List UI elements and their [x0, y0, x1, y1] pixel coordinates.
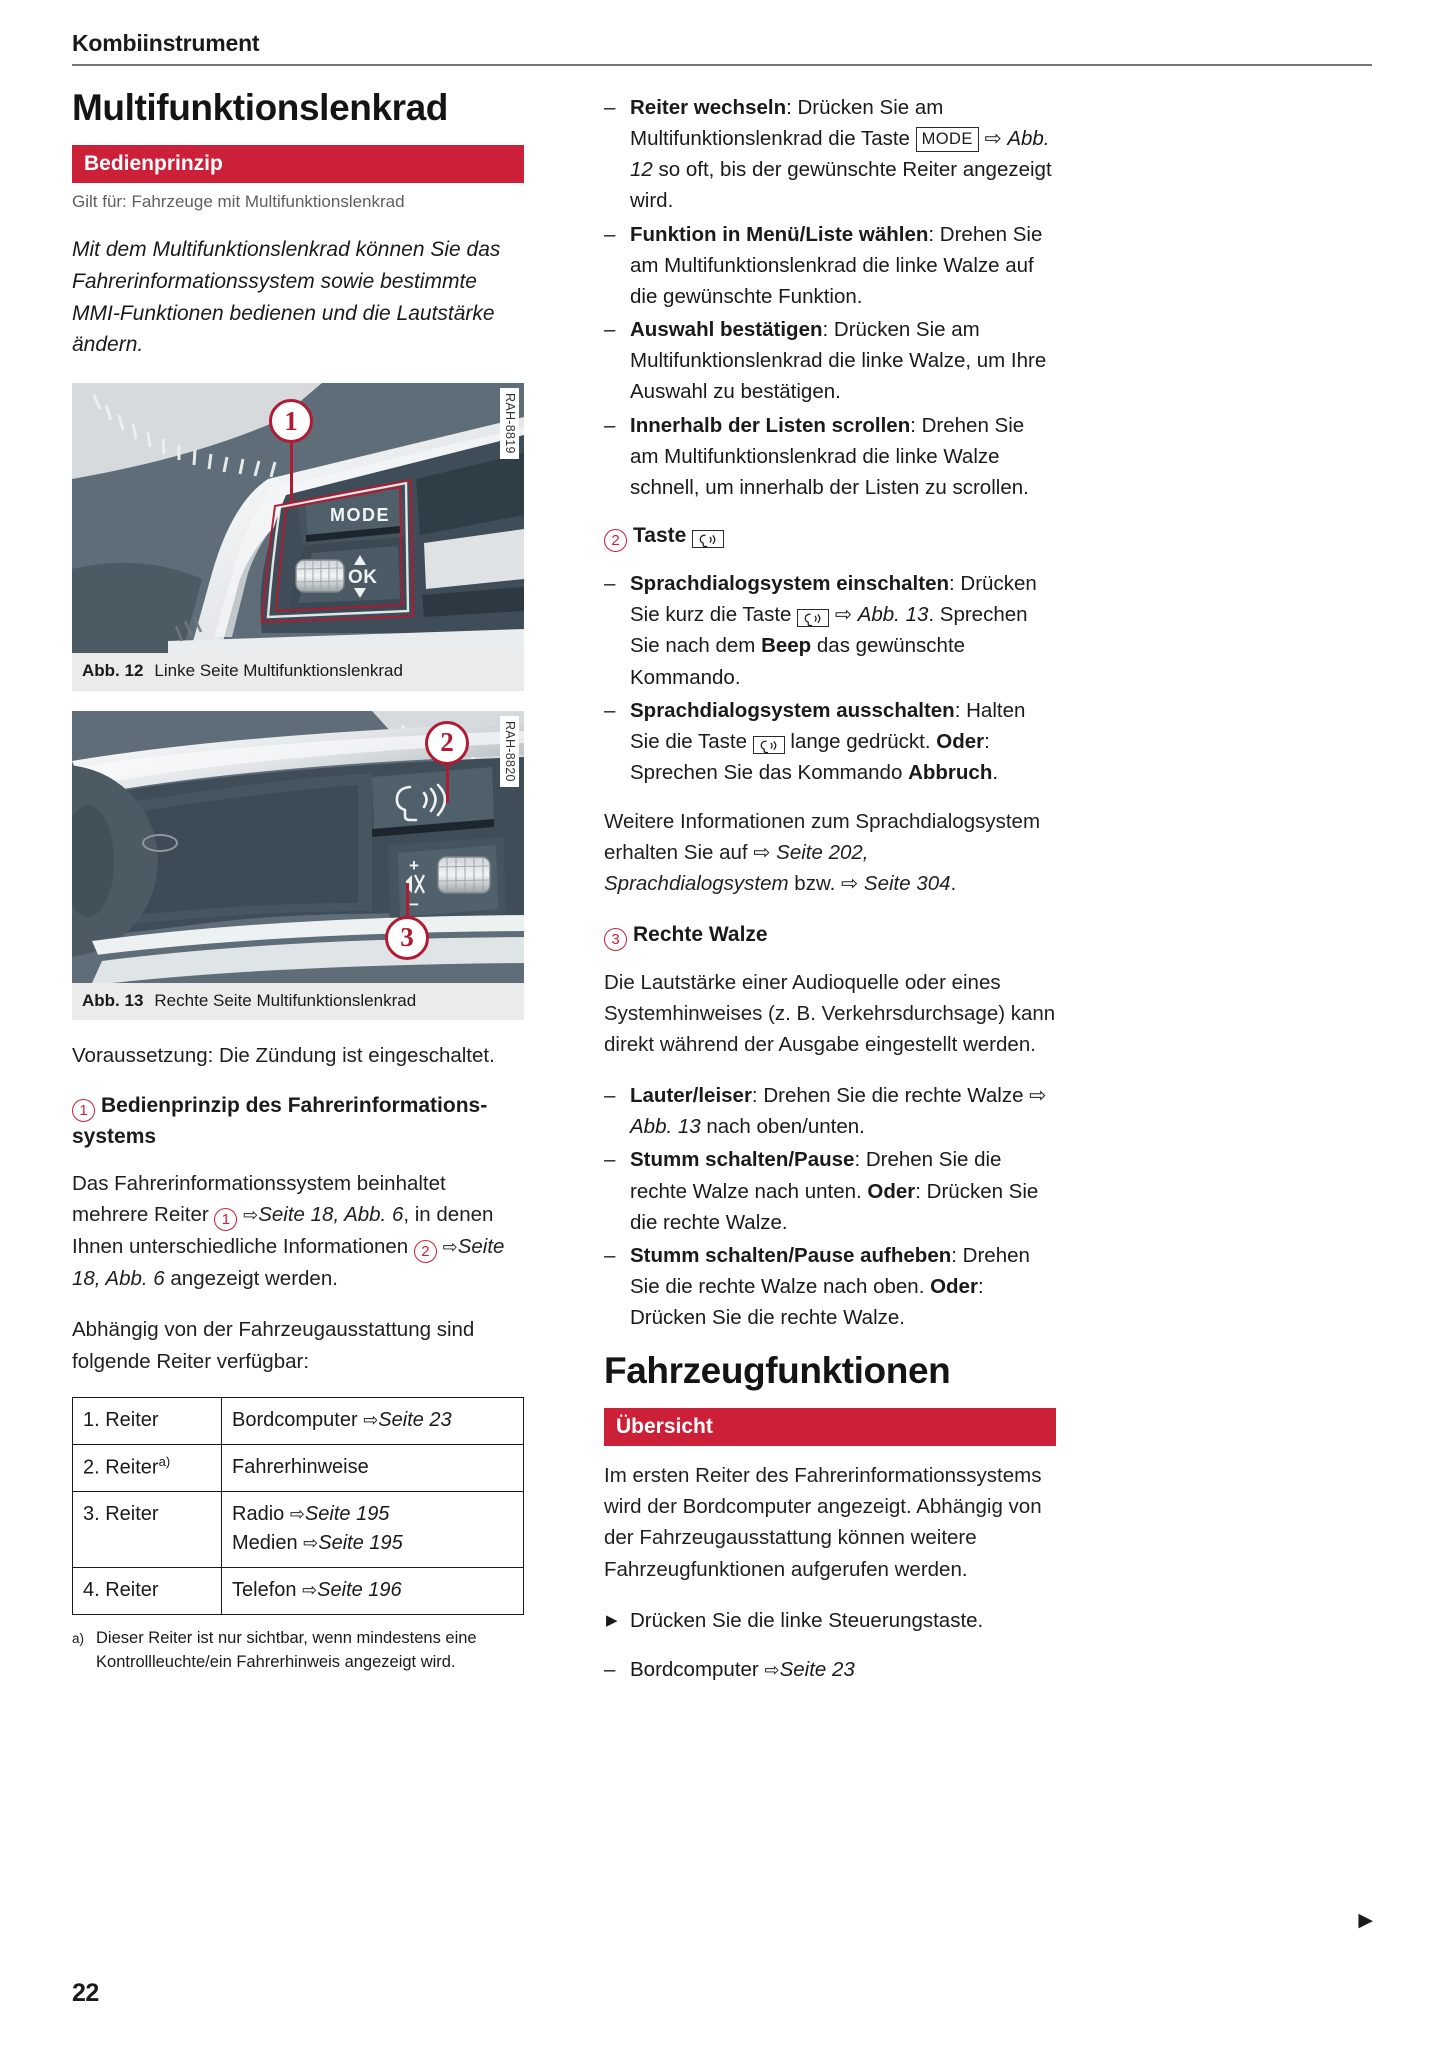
list-item [604, 219, 1056, 312]
figure-abb-12-image [72, 383, 524, 653]
section-bar-uebersicht: Übersicht [604, 1408, 1056, 1446]
bullet-bold-oder-1: Oder [936, 729, 985, 753]
bullet-text-lauter-leiser-b: nach oben/unten. [700, 1115, 865, 1139]
page-number: 22 [72, 1979, 99, 2007]
instruction-text: Drücken Sie die linke Steuerungstaste. [630, 1608, 984, 1632]
paragraph-overview: Im ersten Reiter des Fahrerinformationssystems wird der Bordcomputer angezeigt. Abhängig von der Fahrzeugausstattung können weitere Fahrzeugfunktionen aufgerufen werden. [604, 1464, 1042, 1581]
voice-control-glyph [802, 611, 824, 626]
bullet-text-sds-ausschalten-d: : Sprechen Sie das Kommando [630, 729, 990, 784]
table-cell-value-4 [222, 1568, 524, 1615]
volume-down-icon: − [409, 894, 419, 914]
ok-label: OK [348, 567, 378, 589]
list-item [604, 695, 1056, 788]
figure-abb-13-image [72, 711, 524, 983]
bullet-list-sprachdialog [604, 568, 1056, 788]
table-cell-tab-2 [73, 1444, 222, 1492]
arrow-ref-icon-row3b: ⇨ [303, 1533, 319, 1555]
table-cell-tab-1: 1. Reiter [73, 1397, 222, 1444]
continuation-arrow-icon: ▶ [1358, 1910, 1373, 1931]
figure-abb-13-leader-line-2 [446, 763, 449, 803]
arrow-ref-icon-row4: ⇨ [302, 1580, 318, 1602]
bullet-bold-sds-ausschalten: Sprachdialogsystem ausschalten [630, 698, 955, 722]
bullet-list-volume [604, 1080, 1056, 1333]
list-item [604, 568, 1056, 693]
table-cell-value-1 [222, 1397, 524, 1444]
table-ref-3a: Seite 195 [304, 1503, 390, 1526]
inline-callout-2: 2 [414, 1240, 437, 1263]
bullet-text-reiter-wechseln-c: so oft, bis der gewünschte Reiter angezeigt wird. [630, 158, 1052, 213]
table-cell-tab-4: 4. Reiter [73, 1568, 222, 1615]
list-item [604, 314, 1056, 407]
ref-abb-13-voice: Abb. 13 [857, 603, 929, 627]
table-ref-3b: Seite 195 [318, 1532, 403, 1555]
bullet-list-bordcomputer [604, 1654, 1056, 1685]
figure-abb-13-code: RAH-8820 [500, 716, 520, 787]
bullet-text-stumm-pause-aufheben-c: : Drücken Sie die rechte Walze. [630, 1275, 984, 1330]
figure-abb-12 [72, 383, 524, 690]
paragraph-depending-equipment: Abhängig von der Fahrzeugausstattung sind folgende Reiter verfügbar: [72, 1318, 475, 1373]
left-column [72, 88, 524, 1703]
reiter-table [72, 1397, 524, 1616]
table-footnote-marker: a) [158, 1453, 171, 1469]
bullet-bold-abbruch: Abbruch [908, 760, 993, 784]
bullet-text-stumm-pause-a: : Drehen Sie die rechte Walze nach unten. [630, 1148, 1002, 1203]
figure-abb-13-callout-2: 2 [425, 721, 469, 765]
chapter-title-fahrzeugfunktionen: Fahrzeugfunktionen [604, 1350, 951, 1392]
heading-rechte-walze [604, 920, 1056, 951]
table-value-label-1: Bordcomputer [232, 1408, 358, 1431]
ref-seite-18-abb6-a: Seite 18, Abb. 6 [258, 1203, 404, 1227]
dash-bullet-icon: – [604, 698, 616, 722]
bullet-text-listen-scrollen: : Drehen Sie am Multifunktionslenkrad die linke Walze schnell, um innerhalb der Listen zu scrollen. [630, 413, 1029, 499]
callout-number-3: 3 [604, 928, 627, 951]
arrow-ref-icon-row3a: ⇨ [289, 1504, 305, 1526]
precondition-paragraph: Voraussetzung: Die Zündung ist eingeschaltet. [72, 1044, 495, 1068]
table-footnote-mark: a) [72, 1631, 85, 1647]
ref-seite-23: Seite 23 [779, 1657, 855, 1681]
mode-button-label: MODE [330, 505, 390, 526]
ref-seite-18-abb6-b: Seite 18, Abb. 6 [72, 1235, 505, 1291]
bullet-text-reiter-wechseln-b: ⇨ [978, 127, 1008, 151]
paragraph-fis-tabs-part3: angezeigt werden. [164, 1267, 338, 1291]
heading-bedienprinzip-fis-text: Bedienprinzip des Fahrerinformations-systems [72, 1094, 488, 1149]
bullet-bold-auswahl-bestaetigen: Auswahl bestätigen [630, 318, 823, 342]
bullet-text-reiter-wechseln-a: : Drücken Sie am Multifunktionslenkrad die Taste [630, 96, 944, 151]
table-value-label-3a: Radio [232, 1503, 285, 1526]
dash-bullet-icon: – [604, 1657, 616, 1681]
right-scroll-wheel [438, 857, 490, 893]
ref-seite-304: Seite 304 [863, 872, 951, 896]
triangle-bullet-icon: ▶ [606, 1611, 618, 1629]
bullet-text-funktion-waehlen: : Drehen Sie am Multifunktionslenkrad die linke Walze auf die gewünschte Funktion. [630, 222, 1043, 308]
page-columns [72, 88, 1372, 1703]
paragraph-more-info-c: . [950, 872, 957, 896]
table-row [73, 1397, 524, 1444]
table-value-label-3b: Medien [232, 1532, 298, 1555]
heading-taste-text: Taste [633, 524, 687, 548]
table-cell-value-3 [222, 1492, 524, 1568]
table-footnote-text: Dieser Reiter ist nur sichtbar, wenn mindestens eine Kontrollleuchte/ein Fahrerhinweis angezeigt wird. [96, 1629, 477, 1672]
list-item [604, 1240, 1056, 1333]
bullet-text-stumm-pause-aufheben-a: : Drehen Sie die rechte Walze nach oben. [630, 1243, 1030, 1298]
bullet-text-stumm-pause-c: : Drücken Sie die rechte Walze. [630, 1179, 1039, 1234]
running-header-title: Kombiinstrument [72, 30, 260, 56]
instruction-list [604, 1605, 1056, 1636]
bullet-text-sds-einschalten-d: das gewünschte Kommando. [630, 634, 966, 689]
bullet-bold-oder-3: Oder [930, 1275, 978, 1298]
volume-up-icon: + [409, 855, 419, 875]
table-ref-1: Seite 23 [378, 1408, 452, 1431]
bullet-bold-funktion-waehlen: Funktion in Menü/Liste wählen [630, 222, 929, 246]
ref-abb-12: Abb. 12 [630, 127, 1050, 182]
figure-abb-12-leader-line [290, 441, 293, 503]
list-item [604, 1605, 1056, 1636]
callout-number-2: 2 [604, 529, 627, 552]
bullet-list-left-walze [604, 92, 1056, 503]
bullet-text-sds-ausschalten-b: lange gedrückt. [784, 729, 937, 753]
right-column [604, 88, 1056, 1703]
mode-keycap: MODE [916, 127, 979, 152]
figure-abb-12-callout-1: 1 [269, 399, 313, 443]
paragraph-fis-tabs-part2: , in denen Ihnen unterschiedliche Informationen [72, 1203, 494, 1259]
bullet-bold-oder-2: Oder [867, 1179, 916, 1203]
section-bar-bedienprinzip: Bedienprinzip [72, 145, 524, 183]
figure-abb-12-caption [72, 653, 524, 690]
bullet-text-sds-einschalten-c: . Sprechen Sie nach dem [630, 603, 1028, 658]
paragraph-fis-tabs [72, 1168, 524, 1294]
lead-paragraph: Mit dem Multifunktionslenkrad können Sie das Fahrerinformationssystem sowie bestimmte MMI-Funktionen bedienen und die Lautstärke ändern. [72, 237, 501, 357]
running-header [72, 30, 1372, 66]
bullet-bold-beep: Beep [761, 634, 812, 658]
bullet-bold-stumm-pause: Stumm schalten/Pause [630, 1148, 855, 1172]
figure-abb-12-code: RAH-8819 [500, 388, 520, 459]
dash-bullet-icon: – [604, 318, 616, 342]
bullet-text-lauter-leiser-a: : Drehen Sie die rechte Walze ⇨ [751, 1084, 1047, 1108]
dash-bullet-icon: – [604, 96, 616, 119]
arrow-ref-icon-bordcomputer: ⇨ [758, 1659, 780, 1681]
table-ref-4: Seite 196 [317, 1579, 402, 1602]
figure-abb-13-callout-3: 3 [385, 916, 429, 960]
dash-bullet-icon: – [604, 222, 616, 246]
figure-abb-13-label: Abb. 13 [82, 990, 144, 1010]
arrow-ref-icon-a: ⇨ [243, 1205, 259, 1227]
arrow-ref-icon-b: ⇨ [442, 1237, 458, 1259]
inline-callout-1: 1 [214, 1208, 237, 1231]
bullet-bold-reiter-wechseln: Reiter wechseln [630, 96, 787, 119]
ref-abb-13-volume: Abb. 13 [630, 1115, 701, 1139]
voice-key-icon-inline-2 [753, 736, 785, 754]
paragraph-more-info [604, 806, 1056, 899]
dash-bullet-icon: – [604, 413, 616, 437]
figure-abb-13-caption-text: Rechte Seite Multifunktionslenkrad [154, 990, 417, 1010]
voice-key-icon-inline-1 [797, 609, 829, 627]
figure-abb-13 [72, 711, 524, 1020]
list-item [604, 1144, 1056, 1237]
list-item [604, 410, 1056, 503]
figure-abb-13-caption [72, 983, 524, 1020]
dash-bullet-icon: – [604, 572, 616, 596]
table-value-label-4: Telefon [232, 1579, 297, 1602]
paragraph-more-info-a: Weitere Informationen zum Sprachdialogsystem erhalten Sie auf ⇨ [604, 810, 1041, 865]
bullet-bold-sds-einschalten: Sprachdialogsystem einschalten [630, 572, 950, 596]
bullet-text-bordcomputer: Bordcomputer [630, 1657, 759, 1681]
voice-control-glyph [697, 532, 719, 547]
chapter-title-multifunktionslenkrad: Multifunktionslenkrad [72, 87, 448, 128]
arrow-ref-icon-row1: ⇨ [363, 1409, 379, 1431]
heading-bedienprinzip-fis [72, 1091, 524, 1152]
list-item [604, 1080, 1056, 1142]
list-item [604, 1654, 1056, 1685]
table-cell-tab-3: 3. Reiter [73, 1492, 222, 1568]
dash-bullet-icon: – [604, 1243, 616, 1267]
bullet-text-sds-ausschalten-a: : Halten Sie die Taste [630, 698, 1026, 753]
callout-number-1: 1 [72, 1099, 95, 1122]
dash-bullet-icon: – [604, 1148, 616, 1172]
figure-abb-12-label: Abb. 12 [82, 661, 144, 681]
bullet-text-sds-ausschalten-e: . [992, 760, 999, 784]
voice-key-icon [692, 530, 724, 548]
voice-control-glyph [758, 738, 780, 753]
bullet-text-sds-einschalten-a: : Drücken Sie kurz die Taste [630, 572, 1037, 627]
bullet-bold-listen-scrollen: Innerhalb der Listen scrollen [630, 413, 911, 437]
table-row [73, 1568, 524, 1615]
paragraph-more-info-b: bzw. ⇨ [788, 872, 864, 896]
ref-seite-202: Seite 202, Sprachdialogsystem [604, 841, 869, 896]
heading-rechte-walze-text: Rechte Walze [633, 922, 768, 946]
bullet-bold-lauter-leiser: Lauter/leiser [630, 1084, 752, 1108]
figure-abb-13-leader-line-3 [406, 883, 409, 919]
heading-taste-sprachdialog [604, 521, 1056, 552]
table-cell-value-2: Fahrerhinweise [222, 1444, 524, 1492]
bullet-text-sds-einschalten-b: ⇨ [829, 603, 858, 627]
bullet-text-auswahl-bestaetigen: : Drücken Sie am Multifunktionslenkrad die linke Walze, um Ihre Auswahl zu bestätigen. [630, 318, 1047, 404]
running-header-rule [72, 64, 1372, 66]
table-footnote [72, 1627, 524, 1675]
paragraph-volume-control: Die Lautstärke einer Audioquelle oder eines Systemhinweises (z. B. Verkehrsdurchsage) kann direkt während der Ausgabe eingestellt werden. [604, 970, 1056, 1056]
table-row [73, 1444, 524, 1492]
dash-bullet-icon: – [604, 1084, 616, 1108]
applies-to-note: Gilt für: Fahrzeuge mit Multifunktionslenkrad [72, 191, 405, 211]
list-item [604, 92, 1056, 217]
table-row [73, 1492, 524, 1568]
figure-abb-12-caption-text: Linke Seite Multifunktionslenkrad [154, 661, 403, 681]
bullet-bold-stumm-pause-aufheben: Stumm schalten/Pause aufheben [630, 1243, 952, 1267]
table-tab-label-2: 2. Reiter [83, 1456, 159, 1479]
paragraph-fis-tabs-part1: Das Fahrerinformationssystem beinhaltet mehrere Reiter [72, 1172, 446, 1227]
